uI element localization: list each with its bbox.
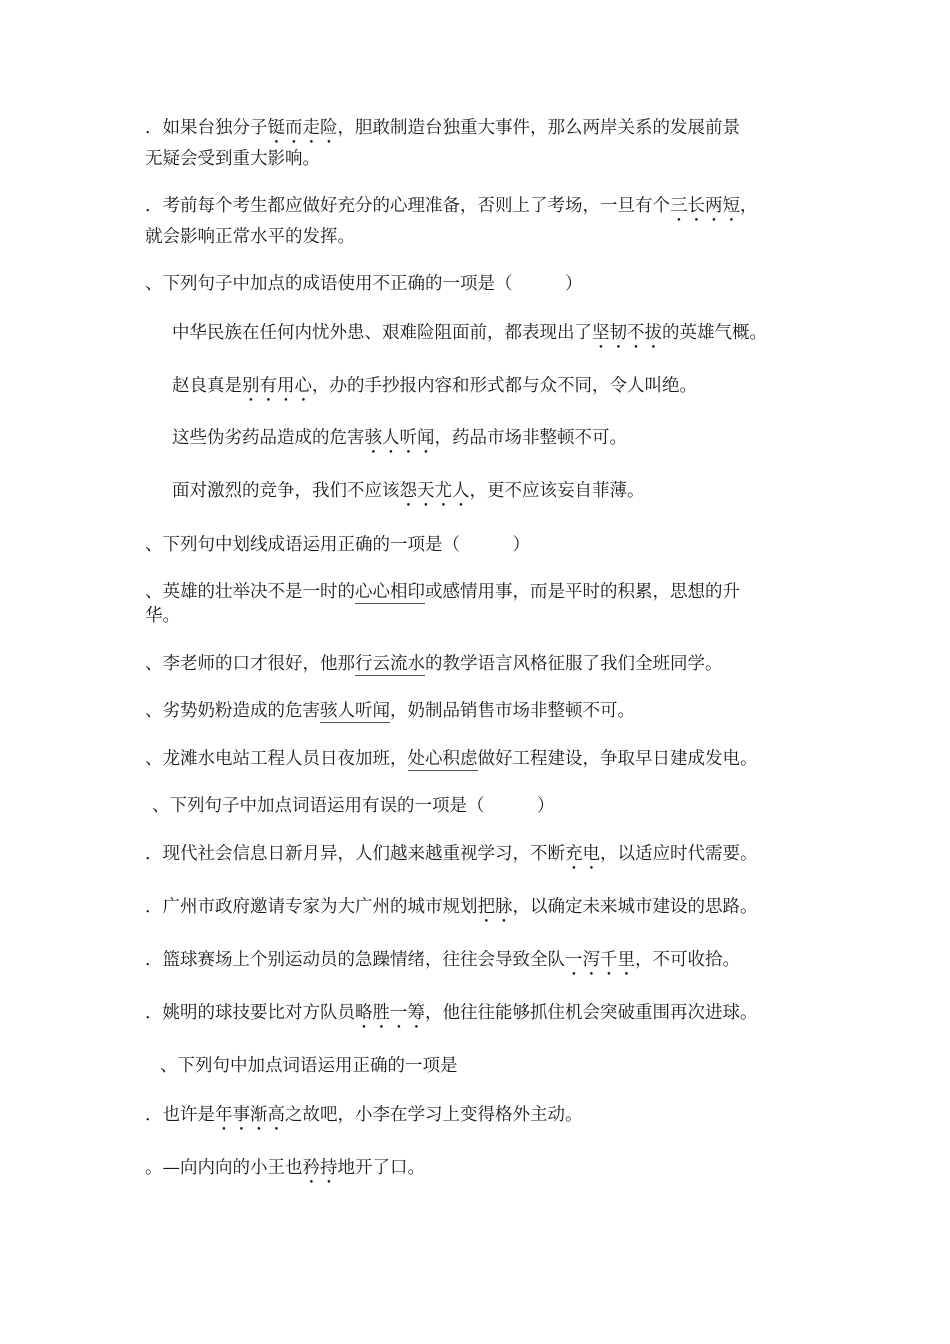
q2-option-4: 面对激烈的竞争，我们不应该怨天尤人，更不应该妄自菲薄。 [172,481,645,501]
q5-stem: 、下列句中加点词语运用正确的一项是 [160,1056,458,1076]
underlined-idiom: 处心积虑 [407,749,478,769]
q3-option-1-continued: 华。 [145,606,180,626]
q2-option-2: 赵良真是别有用心，办的手抄报内容和形式都与众不同，令人叫绝。 [172,376,697,396]
emphasized-word: 矜持 [302,1158,338,1178]
q1-option-b: ．考前每个考生都应做好充分的心理准备，否则上了考场，一旦有个三长两短， [145,196,758,216]
underlined-idiom: 心心相印 [355,582,425,602]
q3-option-1: 、英雄的壮举决不是一时的心心相印或感情用事，而是平时的积累，思想的升 [145,582,740,602]
q3-option-2: 、李老师的口才很好，他那行云流水的教学语言风格征服了我们全班同学。 [145,654,723,674]
emphasized-idiom: 一泻千里 [565,950,635,970]
q4-option-a: ．现代社会信息日新月异，人们越来越重视学习，不断充电，以适应时代需要。 [145,844,758,864]
q1-option-a-continued: 无疑会受到重大影响。 [145,149,320,169]
underlined-idiom: 骇人听闻 [320,701,390,721]
q4-option-b: ．广州市政府邀请专家为大广州的城市规划把脉，以确定未来城市建设的思路。 [145,897,758,917]
q4-option-c: ．篮球赛场上个别运动员的急躁情绪，往往会导致全队一泻千里，不可收拾。 [145,950,740,970]
q3-stem: 、下列句中划线成语运用正确的一项是（ ） [145,535,530,555]
emphasized-idiom: 坚韧不拔 [592,323,662,343]
emphasized-idiom: 别有用心 [242,376,312,396]
q1-option-a: ．如果台独分子铤而走险，胆敢制造台独重大事件，那么两岸关系的发展前景 [145,118,740,138]
underlined-idiom: 行云流水 [355,654,425,674]
emphasized-idiom: 怨天尤人 [399,481,470,501]
emphasized-idiom: 骇人听闻 [364,428,435,448]
emphasized-idiom: 三长两短 [670,196,740,216]
q5-option-b: 。—向内向的小王也矜持地开了口。 [145,1158,425,1178]
emphasized-idiom: 年事渐高 [215,1105,285,1125]
q5-option-a: ．也许是年事渐高之故吧，小李在学习上变得格外主动。 [145,1105,583,1125]
emphasized-idiom: 略胜一筹 [355,1003,425,1023]
q2-option-3: 这些伪劣药品造成的危害骇人听闻，药品市场非整顿不可。 [172,428,627,448]
q1-option-b-continued: 就会影响正常水平的发挥。 [145,227,355,247]
emphasized-word: 充电 [565,844,600,864]
q4-option-d: ．姚明的球技要比对方队员略胜一筹，他往往能够抓住机会突破重围再次进球。 [145,1003,758,1023]
q4-stem: 、下列句子中加点词语运用有误的一项是（ ） [152,796,555,816]
q2-stem: 、下列句子中加点的成语使用不正确的一项是（ ） [145,274,583,294]
q2-option-1: 中华民族在任何内忧外患、艰难险阻面前，都表现出了坚韧不拔的英雄气概。 [172,323,767,343]
emphasized-word: 把脉 [477,897,513,917]
q3-option-3: 、劣势奶粉造成的危害骇人听闻，奶制品销售市场非整顿不可。 [145,701,635,721]
q3-option-4: 、龙滩水电站工程人员日夜加班，处心积虑做好工程建设，争取早日建成发电。 [145,749,758,769]
emphasized-idiom: 铤而走险 [267,118,338,138]
